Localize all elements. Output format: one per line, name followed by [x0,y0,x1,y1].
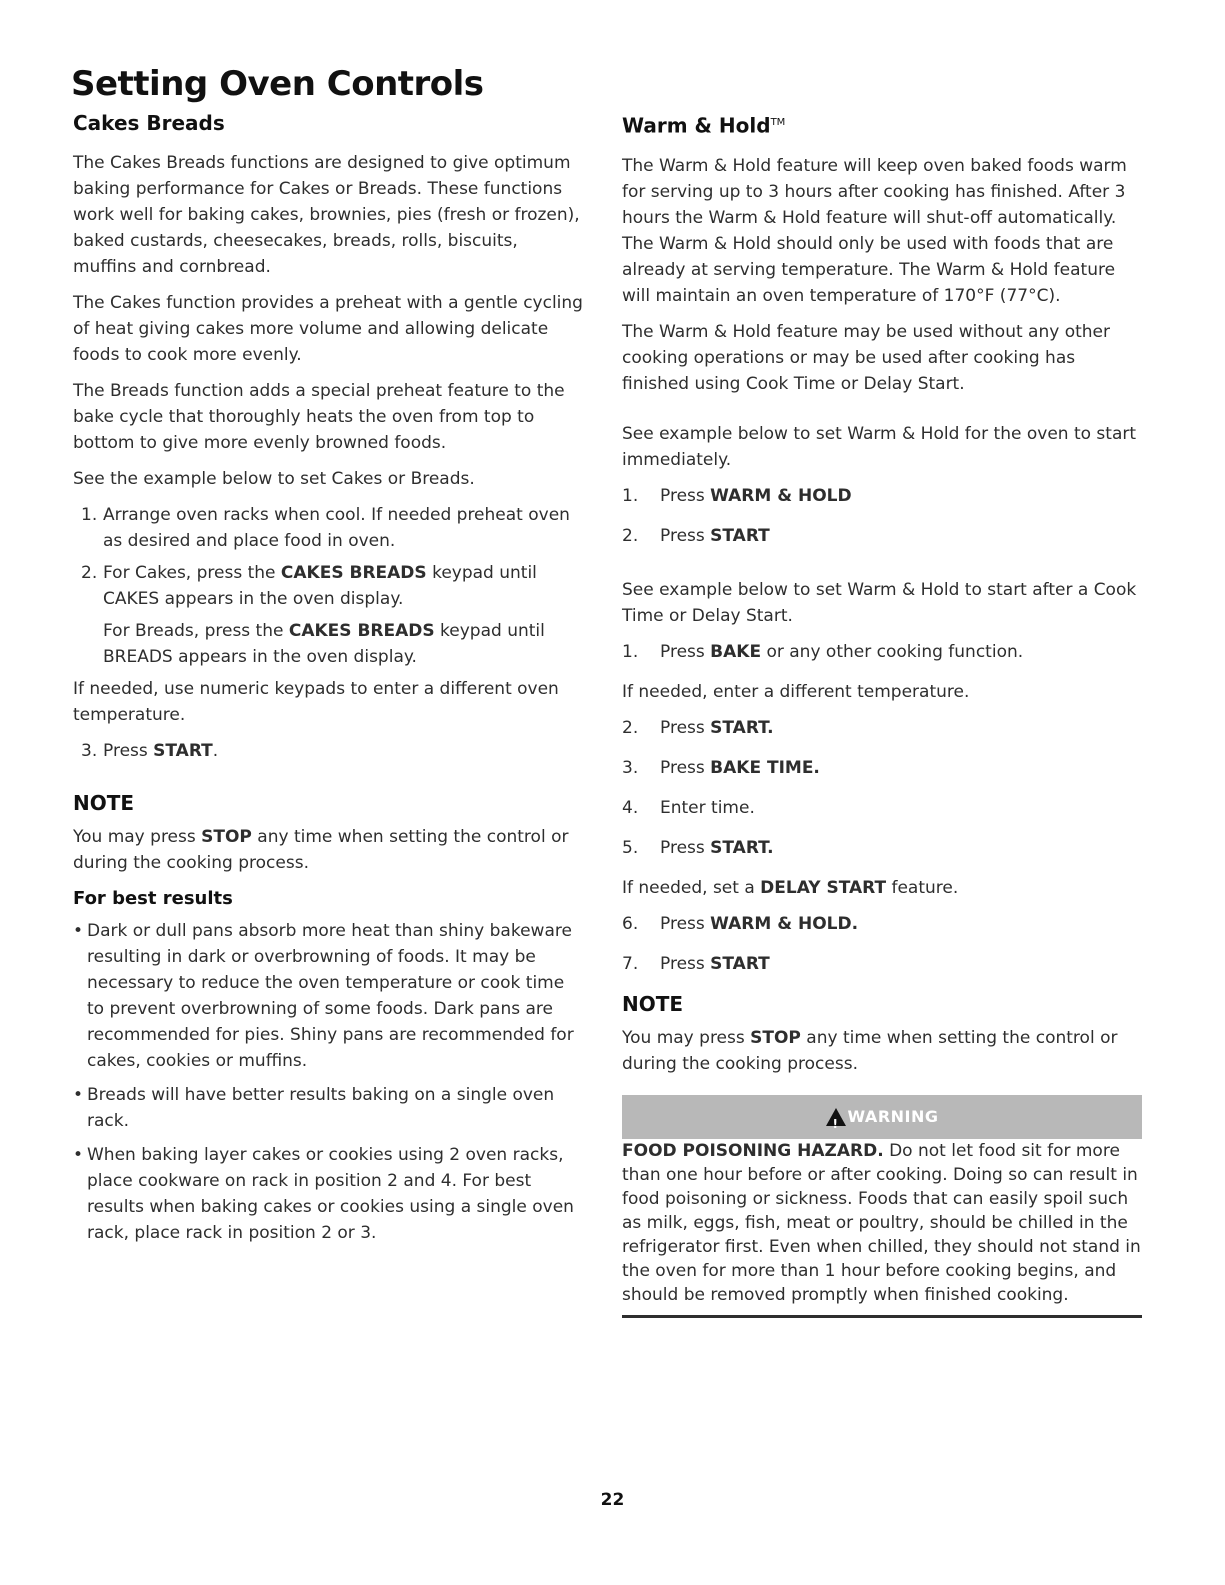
step-item: 5. Press START. [622,837,774,858]
right-column [622,110,1147,1328]
left-column [73,110,585,1254]
warm-hold-heading: Warm & Hold™ [622,113,786,138]
example2-steps-b [622,911,1147,977]
step-item: 3. Press BAKE TIME. [622,757,820,778]
step-item: 2. Press START [622,525,770,546]
example2-step1 [622,639,1147,665]
note-body: You may press STOP any time when setting the control or during the cooking process. [622,1027,1118,1074]
step-item: 1. Press WARM & HOLD [622,485,852,506]
step-item: 2. Press START. [622,717,774,738]
example1-steps [622,483,1147,549]
cakes-breads-step3 [73,738,585,764]
step-item: 1. Press BAKE or any other cooking function. [622,641,1024,662]
cakes-breads-heading: Cakes Breads [73,111,225,135]
page-title: Setting Oven Controls [71,64,484,104]
best-results-list [73,918,585,1246]
step-item: 6. Press WARM & HOLD. [622,913,859,934]
list-item: • Breads will have better results baking on a single oven rack. [73,1085,555,1131]
keypad-name: CAKES BREADS [288,621,435,641]
step-substep: For Breads, press the CAKES BREADS keypad until BREADS appears in the oven display. [103,621,545,667]
note-heading: NOTE [622,991,684,1016]
hazard-label: FOOD POISONING HAZARD. [622,1140,884,1161]
list-item: • Dark or dull pans absorb more heat than shiny bakeware resulting in dark or overbrowning of foods. It may be necessary to reduce the oven temperature or cook time to prevent overbrowning of some foods. Dark pans are recommended for pies. Shiny pans are recommended for cakes, cookies or muffins. [73,921,574,1071]
list-item: • When baking layer cakes or cookies using 2 oven racks, place cookware on rack in position 2 and 4. For best results when baking cakes or cookies using a single oven rack, place rack in position 2 or 3. [73,1145,574,1243]
example1-intro: See example below to set Warm & Hold for the oven to start immediately. [622,423,1137,470]
warning-text: FOOD POISONING HAZARD. Do not let food sit for more than one hour before or after cooking. Doing so can result in food poisoning or sickness. Foods that can easily spoil such as milk, eggs, fish, meat or poultry, should be chilled in the refrigerator first. Even when chilled, they should not stand in the oven for more than 1 hour before cooking begins, and should be removed promptly when finished cooking. [622,1139,1142,1318]
cakes-breads-steps [73,502,585,670]
example2-intro: See example below to set Warm & Hold to start after a Cook Time or Delay Start. [622,579,1137,626]
note-heading: NOTE [73,791,135,815]
example2-steps-a [622,715,1147,861]
note-body: You may press STOP any time when setting the control or during the cooking process. [73,827,569,873]
keypad-name: CAKES BREADS [280,563,427,583]
warning-label: WARNING [847,1106,939,1126]
step-item: 3. Press START. [81,741,219,761]
warm-hold-paragraph: The Warm & Hold feature may be used without any other cooking operations or may be used after cooking has finished using Cook Time or Delay Start. [622,321,1110,394]
intro-paragraph: The Cakes Breads functions are designed to give optimum baking performance for Cakes or Breads. These functions work well for baking cakes, brownies, pies (fresh or frozen), baked custards, cheesecakes, breads, rolls, biscuits, muffins and cornbread. [73,153,580,277]
warm-hold-paragraph: The Warm & Hold feature will keep oven baked foods warm for serving up to 3 hours after cooking has finished. After 3 hours the Warm & Hold feature will shut-off automatically. The Warm & Hold should only be used with foods that are already at serving temperature. The Warm & Hold feature will maintain an oven temperature of 170°F (77°C). [622,155,1127,306]
breads-function-paragraph: The Breads function adds a special preheat feature to the bake cycle that thoroughly heats the oven from top to bottom to give more evenly browned foods. [73,381,565,453]
cakes-function-paragraph: The Cakes function provides a preheat with a gentle cycling of heat giving cakes more volume and allowing delicate foods to cook more evenly. [73,293,583,365]
example-intro: See the example below to set Cakes or Breads. [73,469,475,489]
step-item: 4. Enter time. [622,797,755,818]
keypad-name: START [153,741,213,761]
if-needed-note: If needed, use numeric keypads to enter a different oven temperature. [73,679,559,725]
if-needed-delay: If needed, set a DELAY START feature. [622,877,959,898]
step-item: 2. For Cakes, press the CAKES BREADS keypad until CAKES appears in the oven display. For Breads, press the CAKES BREADS keypad until BREADS appears in the oven display. [73,560,585,670]
step-item: 1. Arrange oven racks when cool. If needed preheat oven as desired and place food in oven. [81,505,570,551]
warning-banner [622,1095,1142,1139]
if-needed-temperature: If needed, enter a different temperature. [622,681,970,702]
best-results-heading: For best results [73,888,233,909]
step-item: 7. Press START [622,953,770,974]
warning-triangle-icon: ! [826,1108,846,1126]
page-number: 22 [600,1490,625,1510]
